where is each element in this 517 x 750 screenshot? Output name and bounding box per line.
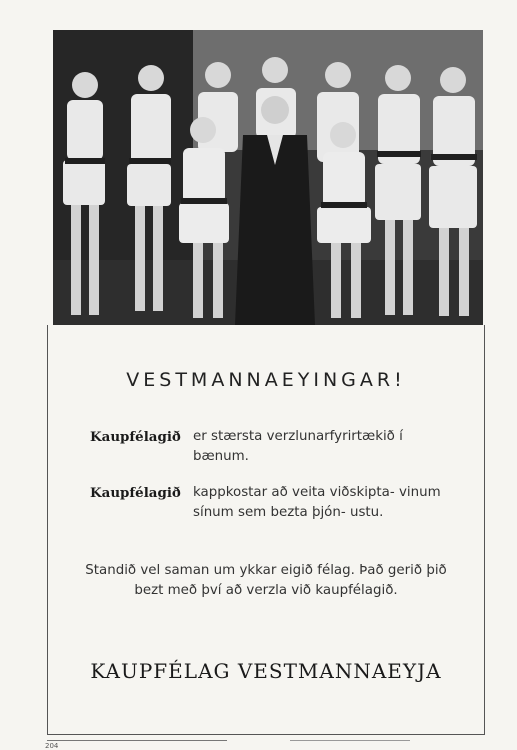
team-photo [53,30,483,325]
company-name: KAUPFÉLAG VESTMANNAEYJA [90,659,442,683]
headline: VESTMANNAEYINGAR! [126,369,406,391]
paragraph-2 [90,483,450,523]
bottom-rule-right [290,740,410,741]
paragraph-2-brand: Kaupfélagið [90,485,181,501]
bottom-rule-left [47,740,227,741]
team-photo-illustration [53,30,483,325]
paragraph-1-brand: Kaupfélagið [90,429,181,445]
closing-text: Standið vel saman um ykkar eigið félag. Það gerið þið bezt með því að verzla við kaupfélagið. [85,563,447,598]
paragraph-2-text: kappkostar að veita viðskipta- vinum sínum sem bezta þjón- ustu. [193,485,441,520]
page-number: 204 [45,742,59,750]
advertisement-box [47,325,485,735]
paragraph-1-text: er stærsta verzlunarfyrirtækið í bænum. [193,429,403,464]
paragraph-1 [90,427,450,467]
